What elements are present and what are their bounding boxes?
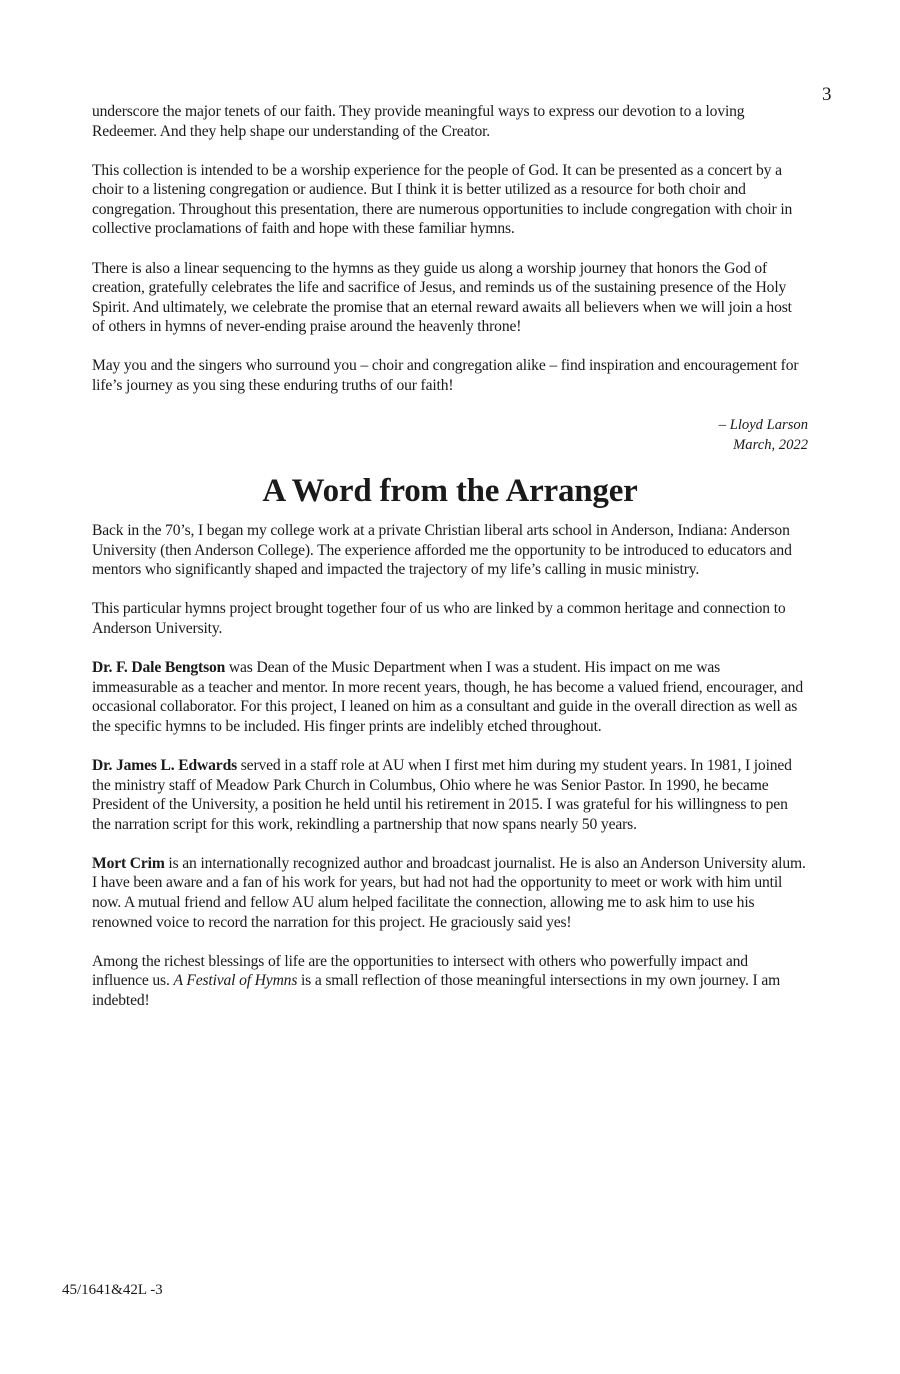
section-title: A Word from the Arranger (262, 473, 638, 510)
paragraph-text: Among the richest blessings of life are the opportunities to intersect with others who powerfully impact and influence us. (92, 952, 748, 990)
paragraph-text: was Dean of the Music Department when I was a student. His impact on me was immeasurable as a teacher and mentor. In more recent years, though, he has become a valued friend, encourager, and occasional collaborator. For this project, I leaned on him as a consultant and guide in the overall direction as well as the specific hymns to be included. His finger prints are indelibly etched throughout. (92, 659, 803, 735)
signature-name: – Lloyd Larson (718, 417, 808, 434)
intro-paragraph-4: May you and the singers who surround you – choir and congregation alike – find inspiration and encouragement for life’s journey as you sing these enduring truths of our faith! (92, 357, 799, 395)
paragraph-text: is a small reflection of those meaningful intersections in my own journey. I am indebted! (92, 972, 781, 1009)
footer-code: 45/1641&42L -3 (62, 1282, 163, 1298)
person-name-bengtson: Dr. F. Dale Bengtson (92, 659, 226, 677)
work-title: A Festival of Hymns (173, 972, 298, 990)
person-name-edwards: Dr. James L. Edwards (92, 756, 238, 774)
person-name-crim: Mort Crim (92, 854, 165, 872)
paragraph-text: served in a staff role at AU when I first met him during my student years. In 1981, I joined the ministry staff of Meadow Park Church in Columbus, Ohio where he was Senior Pastor. In 1990, he became President of the University, a position he held until his retirement in 2015. I was grateful for his willingness to pen the narration script for this work, rekindling a partnership that now spans nearly 50 years. (92, 756, 792, 833)
arranger-paragraph-1: Back in the 70’s, I began my college work at a private Christian liberal arts school in Anderson, Indiana: Anderson University (then Anderson College). The experience afforded me the opportunity to be introduced to educators and mentors who significantly shaped and impacted the trajectory of my life’s calling in music ministry. (92, 522, 792, 579)
intro-paragraph-2: This collection is intended to be a worship experience for the people of God. It can be presented as a concert by a choir to a listening congregation or audience. But I think it is better utilized as a resource for both choir and congregation. Throughout this presentation, there are numerous opportunities to include congregation with choir in collective proclamations of faith and hope with these familiar hymns. (92, 161, 793, 238)
arranger-paragraph-crim (92, 854, 808, 932)
arranger-paragraph-edwards (92, 756, 808, 834)
arranger-paragraph-2: This particular hymns project brought together four of us who are linked by a common heritage and connection to Anderson University. (92, 600, 786, 637)
signature-date: March, 2022 (733, 437, 808, 454)
arranger-paragraph-bengtson (92, 658, 808, 736)
arranger-paragraph-closing (92, 952, 808, 1011)
page-number: 3 (822, 84, 832, 105)
intro-paragraph-1: underscore the major tenets of our faith. They provide meaningful ways to express our devotion to a loving Redeemer. And they help shape our understanding of the Creator. (92, 103, 745, 140)
intro-paragraph-3: There is also a linear sequencing to the hymns as they guide us along a worship journey that honors the God of creation, gratefully celebrates the life and sacrifice of Jesus, and reminds us of the sustaining presence of the Holy Spirit. And ultimately, we celebrate the promise that an eternal reward awaits all believers when we will join a host of others in hymns of never-ending praise around the heavenly throne! (92, 259, 792, 336)
page-content (92, 102, 808, 1030)
signature (92, 415, 808, 455)
paragraph-text: is an internationally recognized author and broadcast journalist. He is also an Anderson University alum. I have been aware and a fan of his work for years, but had not had the opportunity to meet or work with him until now. A mutual friend and fellow AU alum helped facilitate the connection, allowing me to ask him to use his renowned voice to record the narration for this project. He graciously said yes! (92, 854, 806, 931)
